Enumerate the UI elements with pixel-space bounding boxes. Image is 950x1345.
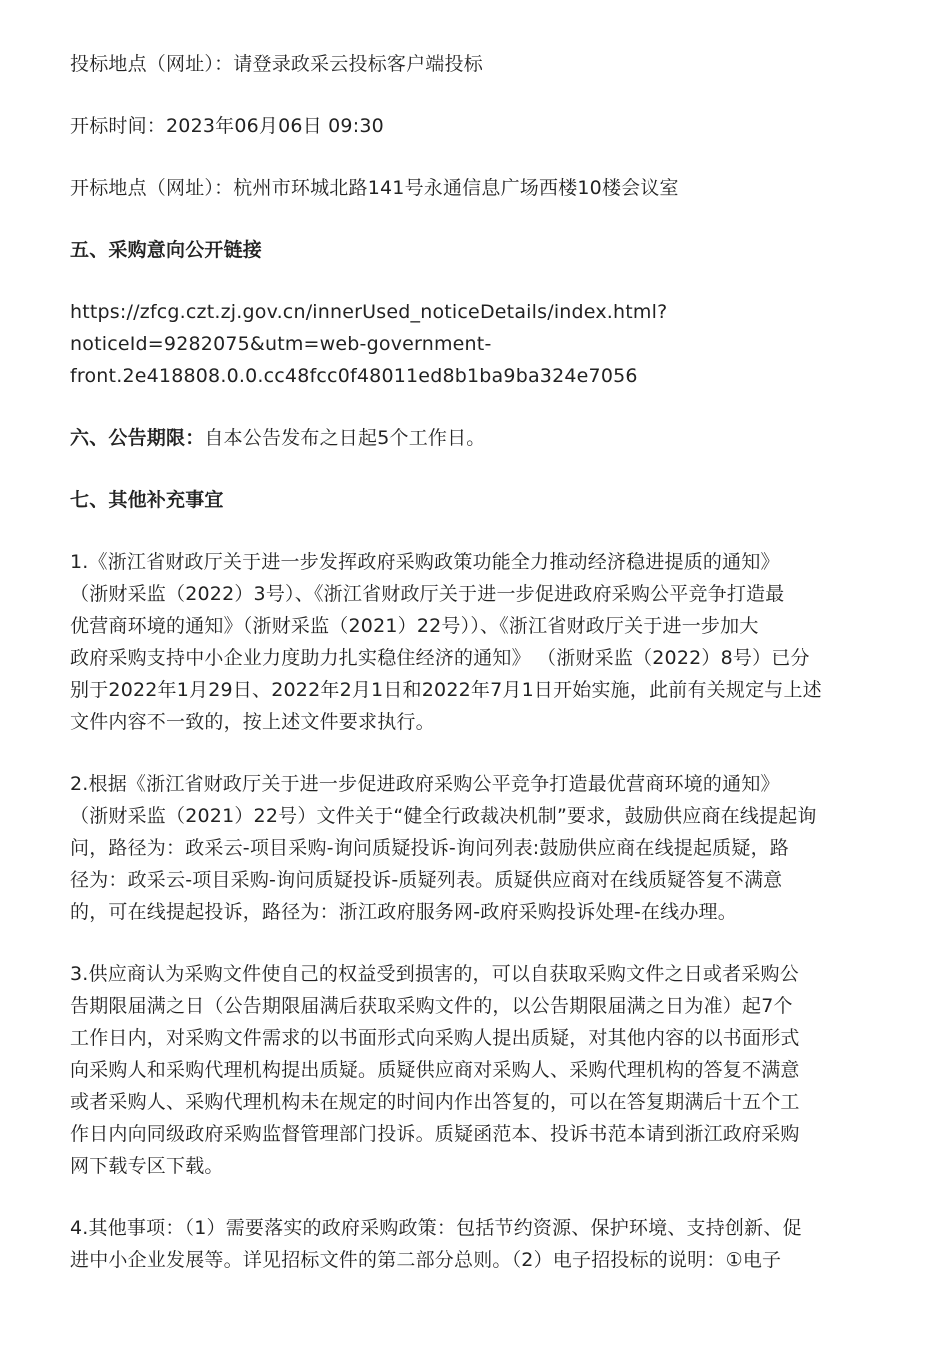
item-line: 问，路径为：政采云-项目采购-询问质疑投诉-询问列表:鼓励供应商在线提起质疑，路 <box>70 837 789 859</box>
section7-heading: 七、其他补充事宜 <box>70 489 224 511</box>
section7-item-4 <box>70 1212 882 1276</box>
bid-location: 投标地点（网址）：请登录政采云投标客户端投标 <box>70 53 483 75</box>
link-line: noticeId=9282075&utm=web-government- <box>70 333 492 355</box>
item-line: 作日内向同级政府采购监督管理部门投诉。质疑函范本、投诉书范本请到浙江政府采购 <box>70 1123 800 1145</box>
section6 <box>70 422 882 454</box>
item-line: 的，可在线提起投诉，路径为：浙江政府服务网-政府采购投诉处理-在线办理。 <box>70 901 737 923</box>
item-line: 工作日内，对采购文件需求的以书面形式向采购人提出质疑，对其他内容的以书面形式 <box>70 1027 800 1049</box>
item-line: 3.供应商认为采购文件使自己的权益受到损害的，可以自获取采购文件之日或者采购公 <box>70 963 799 985</box>
item-line: 告期限届满之日（公告期限届满后获取采购文件的，以公告期限届满之日为准）起7个 <box>70 995 793 1017</box>
opening-location: 开标地点（网址）：杭州市环城北路141号永通信息广场西楼10楼会议室 <box>70 177 679 199</box>
item-line: 网下载专区下载。 <box>70 1155 224 1177</box>
item-line: 或者采购人、采购代理机构未在规定的时间内作出答复的，可以在答复期满后十五个工 <box>70 1091 800 1113</box>
section6-text: 自本公告发布之日起5个工作日。 <box>204 427 486 449</box>
section7-item-2 <box>70 768 882 928</box>
item-line: 1.《浙江省财政厅关于进一步发挥政府采购政策功能全力推动经济稳进提质的通知》 <box>70 551 780 573</box>
item-line: 向采购人和采购代理机构提出质疑。质疑供应商对采购人、采购代理机构的答复不满意 <box>70 1059 800 1081</box>
item-line: （浙财采监（2021）22号）文件关于“健全行政裁决机制”要求，鼓励供应商在线提起询 <box>70 805 817 827</box>
item-line: 文件内容不一致的，按上述文件要求执行。 <box>70 711 435 733</box>
section7-item-3 <box>70 958 882 1182</box>
item-line: 优营商环境的通知》（浙财采监（2021）22号））、《浙江省财政厅关于进一步加大 <box>70 615 759 637</box>
section5-heading: 五、采购意向公开链接 <box>70 239 263 261</box>
link-line: front.2e418808.0.0.cc48fcc0f48011ed8b1ba9ba324e7056 <box>70 365 638 387</box>
link-line: https://zfcg.czt.zj.gov.cn/innerUsed_noticeDetails/index.html? <box>70 301 668 323</box>
procurement-intent-link[interactable] <box>70 296 882 392</box>
item-line: 4.其他事项：（1）需要落实的政府采购政策：包括节约资源、保护环境、支持创新、促 <box>70 1217 802 1239</box>
section6-heading: 六、公告期限： <box>70 427 205 449</box>
item-line: （浙财采监（2022）3号）、《浙江省财政厅关于进一步促进政府采购公平竞争打造最 <box>70 583 785 605</box>
opening-time: 开标时间：2023年06月06日 09:30 <box>70 115 384 137</box>
item-line: 别于2022年1月29日、2022年2月1日和2022年7月1日开始实施，此前有关规定与上述 <box>70 679 822 701</box>
item-line: 进中小企业发展等。详见招标文件的第二部分总则。（2）电子招投标的说明：①电子 <box>70 1249 782 1271</box>
section7-item-1 <box>70 546 882 738</box>
item-line: 径为：政采云-项目采购-询问质疑投诉-质疑列表。质疑供应商对在线质疑答复不满意 <box>70 869 783 891</box>
item-line: 政府采购支持中小企业力度助力扎实稳住经济的通知》 （浙财采监（2022）8号）已分 <box>70 647 810 669</box>
item-line: 2.根据《浙江省财政厅关于进一步促进政府采购公平竞争打造最优营商环境的通知》 <box>70 773 780 795</box>
